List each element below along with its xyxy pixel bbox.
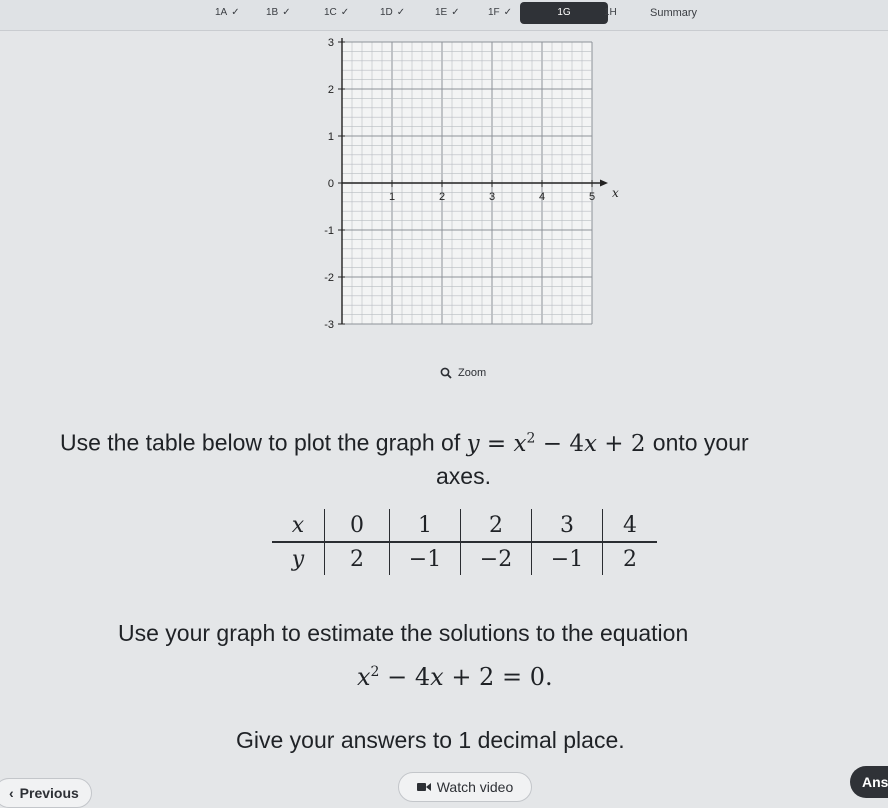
y-tick-label: -3 xyxy=(324,319,334,331)
x-tick-label: 3 xyxy=(488,191,496,203)
table-header-y: y xyxy=(291,546,305,572)
eq2-tail: + 2 = 0. xyxy=(451,663,553,691)
table-cell: 1 xyxy=(390,509,461,542)
x-tick-label: 2 xyxy=(438,191,446,203)
tab-label: 1C xyxy=(324,7,337,18)
chevron-left-icon: ‹ xyxy=(9,785,14,801)
table-cell: 4 xyxy=(603,509,658,542)
question-precision: Give your answers to 1 decimal place. xyxy=(236,727,625,753)
eq-term: − 4 xyxy=(542,430,584,457)
table-cell: 3 xyxy=(532,509,603,542)
x-axis-arrow xyxy=(600,180,608,187)
graph-axes[interactable] xyxy=(300,30,620,340)
y-tick-label: -2 xyxy=(324,272,334,284)
table-cell: 2 xyxy=(461,509,532,542)
y-tick-label: 3 xyxy=(327,37,334,49)
tab-1b[interactable] xyxy=(266,2,291,24)
eq2-term: − 4 xyxy=(387,663,431,691)
answer-button[interactable] xyxy=(850,766,888,798)
previous-label: Previous xyxy=(19,785,79,801)
eq-x2: x xyxy=(583,430,597,457)
table-row-x xyxy=(272,509,657,542)
tab-label: 1D xyxy=(380,7,393,18)
watch-video-label: Watch video xyxy=(436,779,514,795)
x-tick-label: 5 xyxy=(588,191,596,203)
tab-1d[interactable] xyxy=(380,2,405,24)
tab-label: 1F xyxy=(488,7,500,18)
question-estimate: Use your graph to estimate the solutions to the equation xyxy=(118,620,689,646)
eq2-exponent: 2 xyxy=(370,664,380,680)
tab-1g[interactable] xyxy=(520,2,608,24)
question-text-line2: axes. xyxy=(436,463,491,489)
check-icon: ✓ xyxy=(282,7,291,18)
y-tick-label: -1 xyxy=(324,225,334,237)
tab-bar xyxy=(0,0,888,31)
table-cell: −1 xyxy=(390,542,461,575)
question-plot-instruction xyxy=(60,418,880,489)
y-tick-label: 1 xyxy=(327,131,334,143)
tab-1a[interactable] xyxy=(215,2,240,24)
check-icon: ✓ xyxy=(503,7,513,18)
y-tick-label: 0 xyxy=(327,178,334,190)
x-tick-label: 1 xyxy=(388,191,396,203)
equation-plot: $y = x^2 - 4x + 2$ xyxy=(466,430,646,457)
eq-const: + 2 xyxy=(604,430,646,457)
watch-video-button[interactable] xyxy=(398,772,532,802)
check-icon: ✓ xyxy=(396,7,406,18)
question-text-before: Use the table below to plot the graph of xyxy=(60,429,461,456)
table-cell: 2 xyxy=(603,542,658,575)
eq2-x2: x xyxy=(430,663,444,691)
y-tick-label: 2 xyxy=(327,84,334,96)
tab-label: 1G xyxy=(557,7,571,18)
eq-x: x xyxy=(513,430,527,457)
check-icon: ✓ xyxy=(231,7,240,18)
table-cell: −1 xyxy=(532,542,603,575)
tab-1h[interactable] xyxy=(604,2,617,24)
table-row-y xyxy=(272,542,657,575)
eq2-x: x xyxy=(357,663,371,691)
magnifier-icon xyxy=(440,367,452,379)
tab-1c[interactable] xyxy=(324,2,349,24)
tab-label: Summary xyxy=(650,7,698,19)
tab-label: 1A xyxy=(215,7,228,18)
tab-label: 1H xyxy=(604,7,617,18)
table-header-x: x xyxy=(272,509,325,542)
video-camera-icon xyxy=(417,782,431,792)
zoom-button[interactable] xyxy=(440,367,486,379)
table-cell: −2 xyxy=(461,542,532,575)
tab-1f[interactable] xyxy=(488,2,512,24)
tab-summary[interactable] xyxy=(650,2,697,24)
table-cell: 2 xyxy=(325,542,390,575)
table-cell: 0 xyxy=(325,509,390,542)
tab-label: 1E xyxy=(435,7,448,18)
tab-1e[interactable] xyxy=(435,2,460,24)
question-text-after: onto your xyxy=(652,429,749,456)
tab-label: 1B xyxy=(266,7,279,18)
check-icon: ✓ xyxy=(451,7,460,18)
equation-solve xyxy=(357,663,553,691)
x-tick-label: 4 xyxy=(538,191,546,203)
answer-label: Ans xyxy=(862,774,888,790)
eq-exponent: 2 xyxy=(526,430,536,446)
check-icon: ✓ xyxy=(340,7,350,18)
eq-lhs: y xyxy=(466,430,480,457)
zoom-label: Zoom xyxy=(458,367,487,379)
values-table xyxy=(272,509,657,575)
x-axis-label: x xyxy=(612,186,619,200)
